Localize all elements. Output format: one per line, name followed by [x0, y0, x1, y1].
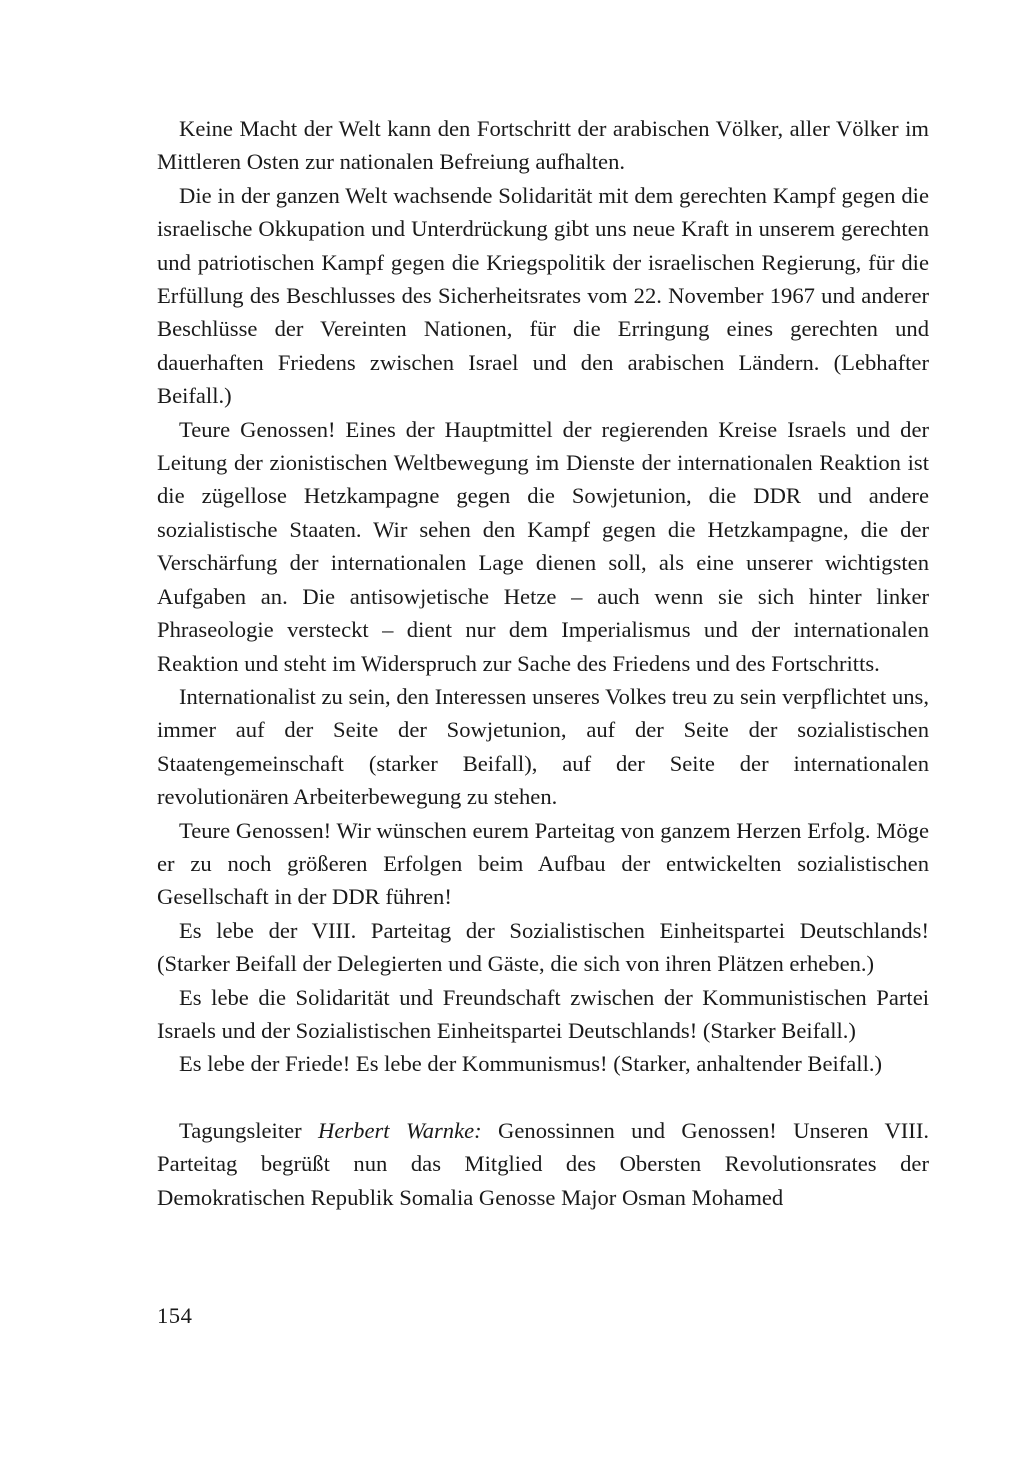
page-body [157, 112, 929, 1214]
chair-paragraph [157, 1114, 929, 1214]
paragraph-8: Es lebe der Friede! Es lebe der Kommunismus! (Starker, anhaltender Beifall.) [179, 1051, 883, 1077]
paragraph-5: Teure Genossen! Wir wünschen eurem Parteitag von ganzem Herzen Erfolg. Möge er zu noch größeren Erfolgen beim Aufbau der entwickelten sozialistischen Gesellschaft in der DDR führen! [157, 817, 929, 910]
chair-prefix: Tagungsleiter [179, 1117, 319, 1143]
paragraph-1: Keine Macht der Welt kann den Fortschritt der arabischen Völker, aller Völker im Mittleren Osten zur nationalen Befreiung aufhalten. [157, 116, 929, 175]
paragraph-2: Die in der ganzen Welt wachsende Solidarität mit dem gerechten Kampf gegen die israelische Okkupation und Unterdrückung gibt uns neue Kraft in unserem gerechten und patriotischen Kampf gegen die Kriegspolitik der israelischen Regierung, für die Erfüllung des Beschlusses des Sicherheitsrates vom 22. November 1967 und anderer Beschlüsse der Vereinten Nationen, für die Erringung eines gerechten und dauerhaften Friedens zwischen Israel und den arabischen Ländern. (Lebhafter Beifall.) [157, 182, 929, 409]
paragraph-3: Teure Genossen! Eines der Hauptmittel der regierenden Kreise Israels und der Leitung der zionistischen Weltbewegung im Dienste der internationalen Reaktion ist die zügellose Hetzkampagne gegen die Sowjetunion, die DDR und andere sozialistische Staaten. Wir sehen den Kampf gegen die Hetzkampagne, die der Verschärfung der internationalen Lage dienen soll, als eine unserer wichtigsten Aufgaben an. Die antisowjetische Hetze – auch wenn sie sich hinter linker Phraseologie versteckt – dient nur dem Imperialismus und der internationalen Reaktion und steht im Widerspruch zur Sache des Friedens und des Fortschritts. [157, 416, 929, 676]
paragraph-6: Es lebe der VIII. Parteitag der Sozialistischen Einheitspartei Deutschlands! (Starker Beifall der Delegierten und Gäste, die sich von ihren Plätzen erheben.) [157, 917, 929, 977]
speaker-name: Herbert Warnke: [318, 1117, 482, 1143]
page-number: 154 [157, 1303, 193, 1328]
paragraph-4: Internationalist zu sein, den Interessen unseres Volkes treu zu sein verpflichtet uns, immer auf der Seite der Sowjetunion, auf der Seite der sozialistischen Staatengemeinschaft (starker Beifall), auf der Seite der internationalen revolutionären Arbeiterbewegung zu stehen. [157, 683, 929, 810]
paragraph-7: Es lebe die Solidarität und Freundschaft zwischen der Kommunistischen Partei Israels und der Sozialistischen Einheitspartei Deutschlands! (Starker Beifall.) [157, 984, 929, 1043]
chair-text: Genossinnen und Genossen! Unseren VIII. Parteitag begrüßt nun das Mitglied des Obersten Revolutionsrates der Demokratischen Republik Somalia Genosse Major Osman Mohamed [157, 1117, 929, 1210]
